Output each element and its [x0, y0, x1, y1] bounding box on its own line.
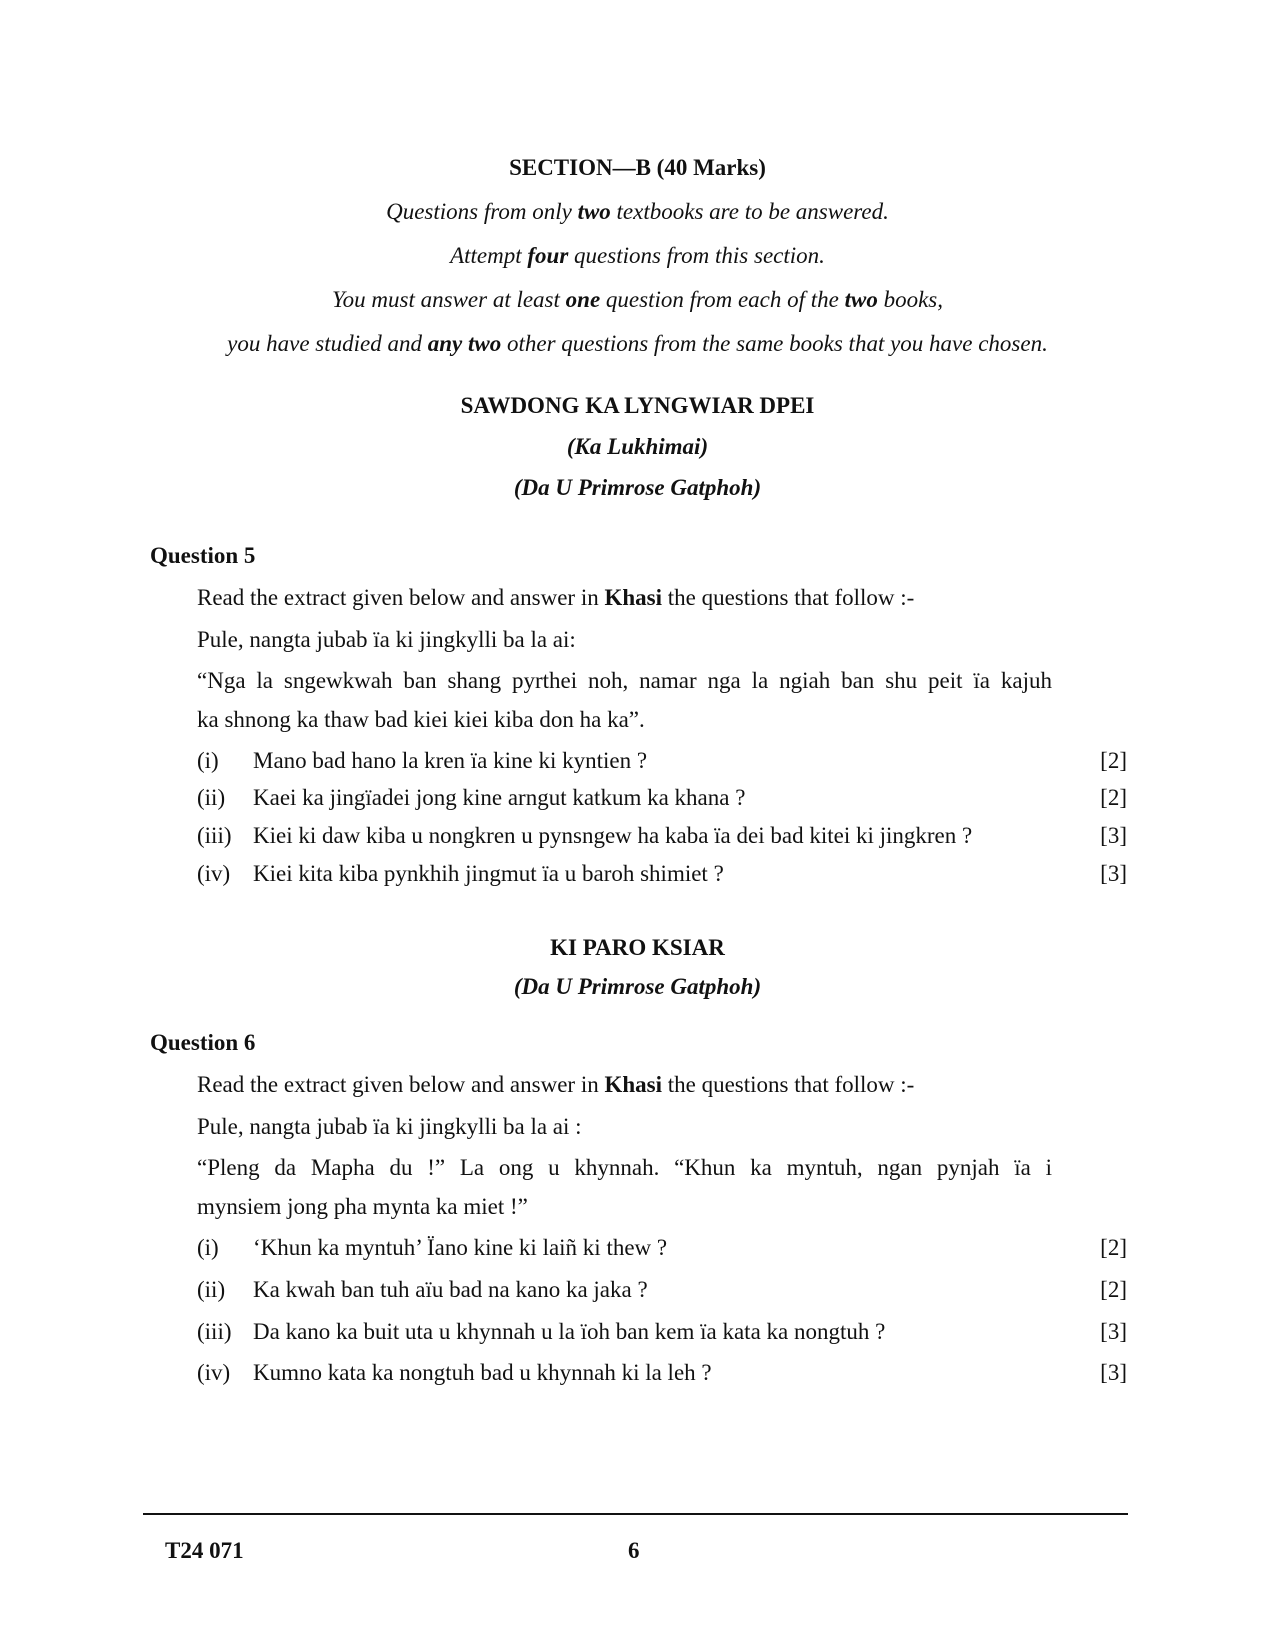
question-6-pule: Pule, nangta jubab ïa ki jingkylli ba la ai :	[197, 1114, 582, 1139]
book-2-author: (Da U Primrose Gatphoh)	[513, 974, 762, 999]
question-6-heading: Question 6	[150, 1030, 256, 1055]
q5-item-2-text: Kaei ka jingïadei jong kine arngut katkum ka khana ?	[253, 785, 746, 810]
q5-item-2-number: (ii)	[197, 785, 226, 810]
q6-item-2-marks: [2]	[1100, 1277, 1127, 1302]
question-5-heading: Question 5	[150, 543, 256, 568]
q6-item-3-text: Da kano ka buit uta u khynnah u la ïoh ban kem ïa kata ka nongtuh ?	[253, 1319, 886, 1344]
footer-rule	[143, 1513, 1128, 1515]
q5-item-1-marks: [2]	[1100, 748, 1127, 773]
question-5-extract-line-2: ka shnong ka thaw bad kiei kiei kiba don ha ka”.	[197, 707, 645, 732]
instruction-line-2: Attempt four questions from this section.	[450, 243, 825, 268]
q6-item-1-text: ‘Khun ka myntuh’ Ïano kine ki laiñ ki thew ?	[253, 1235, 668, 1260]
q5-item-2-marks: [2]	[1100, 785, 1127, 810]
question-6-extract-line-1: “Pleng da Mapha du !” La ong u khynnah. “Khun ka myntuh, ngan pynjah ïa i	[197, 1155, 1052, 1180]
section-title: SECTION—B (40 Marks)	[509, 155, 766, 180]
q6-item-1-marks: [2]	[1100, 1235, 1127, 1260]
question-5-intro: Read the extract given below and answer in Khasi the questions that follow :-	[197, 585, 915, 610]
book-1-title: SAWDONG KA LYNGWIAR DPEI	[460, 393, 815, 418]
q5-item-4-marks: [3]	[1100, 861, 1127, 886]
q6-item-2-text: Ka kwah ban tuh aïu bad na kano ka jaka ?	[253, 1277, 648, 1302]
q5-item-1-number: (i)	[197, 748, 219, 773]
q6-item-2-number: (ii)	[197, 1277, 226, 1302]
question-5-extract-line-1: “Nga la sngewkwah ban shang pyrthei noh, namar nga la ngiah ban shu peit ïa kajuh	[197, 668, 1052, 693]
instruction-line-1: Questions from only two textbooks are to be answered.	[386, 199, 889, 224]
q5-item-4-number: (iv)	[197, 861, 231, 886]
question-5-pule: Pule, nangta jubab ïa ki jingkylli ba la ai:	[197, 627, 576, 652]
q6-item-3-number: (iii)	[197, 1319, 232, 1344]
q5-item-1-text: Mano bad hano la kren ïa kine ki kyntien ?	[253, 748, 648, 773]
q5-item-3-number: (iii)	[197, 823, 232, 848]
q6-item-1-number: (i)	[197, 1235, 219, 1260]
q6-item-4-text: Kumno kata ka nongtuh bad u khynnah ki la leh ?	[253, 1360, 712, 1385]
q6-item-4-number: (iv)	[197, 1360, 231, 1385]
q6-item-3-marks: [3]	[1100, 1319, 1127, 1344]
q6-item-4-marks: [3]	[1100, 1360, 1127, 1385]
q5-item-3-text: Kiei ki daw kiba u nongkren u pynsngew ha kaba ïa dei bad kitei ki jingkren ?	[253, 823, 973, 848]
book-1-subtitle: (Ka Lukhimai)	[566, 434, 709, 459]
page-number: 6	[628, 1538, 640, 1563]
question-6-extract-line-2: mynsiem jong pha mynta ka miet !”	[197, 1194, 528, 1219]
q5-item-4-text: Kiei kita kiba pynkhih jingmut ïa u baroh shimiet ?	[253, 861, 724, 886]
book-2-title: KI PARO KSIAR	[550, 935, 725, 960]
book-1-author: (Da U Primrose Gatphoh)	[513, 475, 762, 500]
paper-code: T24 071	[165, 1538, 244, 1563]
q5-item-3-marks: [3]	[1100, 823, 1127, 848]
question-6-intro: Read the extract given below and answer in Khasi the questions that follow :-	[197, 1072, 915, 1097]
instruction-line-3: You must answer at least one question from each of the two books,	[331, 287, 944, 312]
instruction-line-4: you have studied and any two other questions from the same books that you have chosen.	[227, 331, 1048, 356]
